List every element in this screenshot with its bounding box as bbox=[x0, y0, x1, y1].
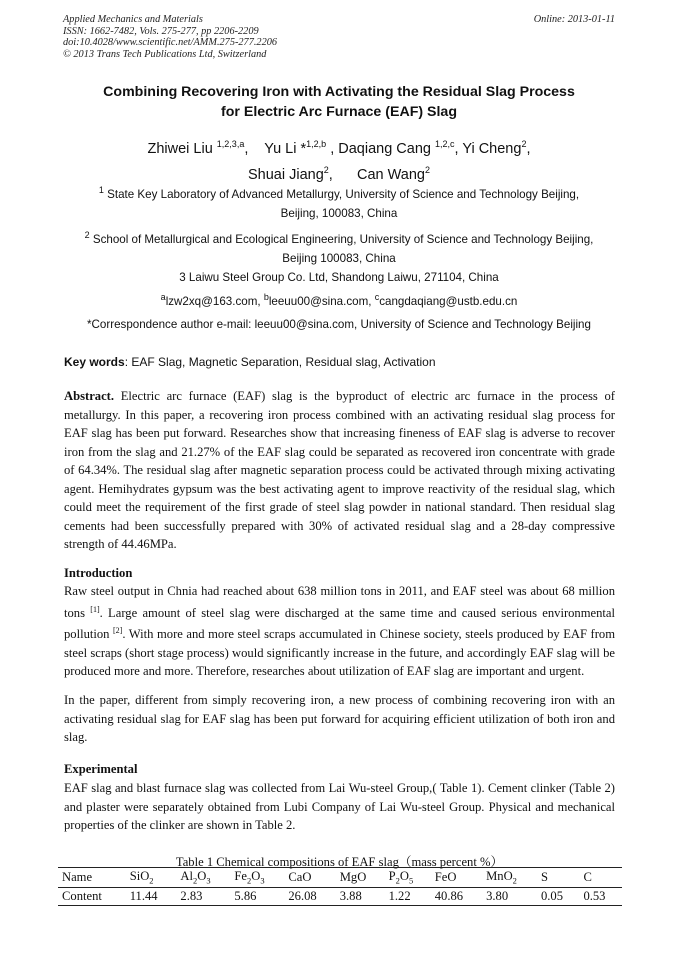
table-cell: 5.86 bbox=[230, 887, 284, 905]
table-cell: 0.53 bbox=[579, 887, 622, 905]
journal-header bbox=[63, 14, 615, 60]
introduction-paragraph-1: Raw steel output in Chnia had reached about 638 million tons in 2011, and EAF steel was about 68 million tons [1]. Large amount of steel slag were discharged at the same time and caused serious environmental pollution [2]. With more and more steel scraps accumulated in Chinese society, steels produced by EAF from steel scraps (short stage process) would significantly increase in the future, and accordingly EAF slag will be produced more and more. Therefore, researches about utilization of EAF slag are important and urgent. bbox=[64, 584, 616, 679]
column-header: $Al_2O_3$ bbox=[176, 868, 230, 888]
table-cell: 1.22 bbox=[385, 887, 431, 905]
table-header-row bbox=[58, 868, 622, 888]
doi: doi:10.4028/www.scientific.net/AMM.275-277.2206 bbox=[63, 37, 278, 48]
column-header: MnO$_2$ bbox=[482, 868, 537, 888]
author: Yi Cheng bbox=[462, 140, 522, 157]
row-label: Content bbox=[58, 887, 126, 905]
author: Can Wang bbox=[357, 166, 425, 183]
column-header: MgO bbox=[336, 868, 385, 888]
experimental-paragraph: EAF slag and blast furnace slag was collected from Lai Wu-steel Group,( Table 1). Cement clinker (Table 2) and plaster were separately obtained from Lubi Company of Lai Wu-steel Group. Physical and mechanical properties of the clinker are shown in Table 2. bbox=[64, 781, 615, 832]
column-header: SiO$_2$ bbox=[126, 868, 177, 888]
table-1-chemical-compositions bbox=[58, 867, 622, 906]
table-1-caption: Table 1 Chemical compositions of EAF slag（mass percent %） bbox=[175, 855, 504, 869]
table-cell: 40.86 bbox=[431, 887, 482, 905]
author-list: Zhiwei Liu $^{1,2,3,a}$, Yu Li *$^{1,2,b}$ , Daqiang Cang $^{1,2,c}$, Yi Cheng$^2$, Shuai Jiang$^2$, Can Wang$^2$ bbox=[147, 139, 531, 183]
affiliation-3: 3 Laiwu Steel Group Co. Ltd, Shandong Laiwu, 271104, China bbox=[179, 271, 499, 284]
column-header: Name bbox=[58, 868, 126, 888]
introduction-paragraph-2: In the paper, different from simply recovering iron, a new process of combining recovering iron with an activating residual slag for EAF slag has been put forward for acquiring efficient utilization of both iron and slag. bbox=[64, 693, 615, 744]
section-heading-experimental: Experimental bbox=[64, 762, 138, 776]
column-header: FeO bbox=[431, 868, 482, 888]
table-cell: 11.44 bbox=[126, 887, 177, 905]
journal-name: Applied Mechanics and Materials bbox=[63, 14, 203, 25]
section-heading-introduction: Introduction bbox=[64, 566, 133, 580]
column-header: $P_2O_5$ bbox=[385, 868, 431, 888]
affiliation-2: $^2$ School of Metallurgical and Ecological Engineering, University of Science and Technology Beijing, Beijing 100083, China bbox=[84, 230, 594, 266]
affiliation-1: $^1$ State Key Laboratory of Advanced Metallurgy, University of Science and Technology Beijing, Beijing, 100083, China bbox=[98, 185, 580, 221]
column-header: S bbox=[537, 868, 579, 888]
online-date: Online: 2013-01-11 bbox=[533, 14, 615, 25]
correspondence-note: *Correspondence author e-mail: leeuu00@sina.com, University of Science and Technology Beijing bbox=[87, 318, 591, 331]
abstract-label: Abstract. bbox=[64, 389, 115, 403]
keywords-label: Key words bbox=[64, 355, 125, 369]
table-cell: 3.88 bbox=[336, 887, 385, 905]
table-cell: 26.08 bbox=[284, 887, 335, 905]
author: Shuai Jiang bbox=[248, 166, 324, 183]
issn: ISSN: 1662-7482, Vols. 275-277, pp 2206-2209 bbox=[63, 25, 259, 37]
column-header: $Fe_2O_3$ bbox=[230, 868, 284, 888]
column-header: C bbox=[579, 868, 622, 888]
author-emails: $^a$lzw2xq@163.com, $^b$leeuu00@sina.com, $^c$cangdaqiang@ustb.edu.cn bbox=[160, 292, 518, 308]
table-cell: 2.83 bbox=[176, 887, 230, 905]
table-cell: 3.80 bbox=[482, 887, 537, 905]
abstract: Abstract. Electric arc furnace (EAF) slag is the byproduct of electric arc furnace in the process of metallurgy. In this paper, a recovering iron process combined with an activating residual slag process for EAF slag has been put forward. Researches show that increasing fineness of EAF slag is adverse to recover iron from the slag and 21.27% of the EAF slag could be separated as recovered iron concentrate with grade of 64.34%. The residual slag after magnetic separation process could be activated through mixing activating agent. Hemihydrates gypsum was the best activating agent to improve reactivity of the residual slag, which could meet the requirement of the first grade of steel slag powder in national standard. Then residual slag cements had been successfully prepared with 30% of activated residual slag and a 28-day compressive strength of 44.46MPa. bbox=[64, 389, 615, 551]
author: Zhiwei Liu bbox=[147, 140, 217, 157]
copyright: © 2013 Trans Tech Publications Ltd, Switzerland bbox=[63, 48, 267, 60]
keywords: Key words: EAF Slag, Magnetic Separation, Residual slag, Activation bbox=[64, 355, 436, 369]
paper-title: Combining Recovering Iron with Activating the Residual Slag Process for Electric Arc Furnace (EAF) Slag bbox=[103, 84, 575, 120]
column-header: CaO bbox=[284, 868, 335, 888]
author: Daqiang Cang bbox=[338, 140, 436, 157]
table-cell: 0.05 bbox=[537, 887, 579, 905]
author: Yu Li * bbox=[264, 140, 307, 157]
table-row bbox=[58, 887, 622, 905]
